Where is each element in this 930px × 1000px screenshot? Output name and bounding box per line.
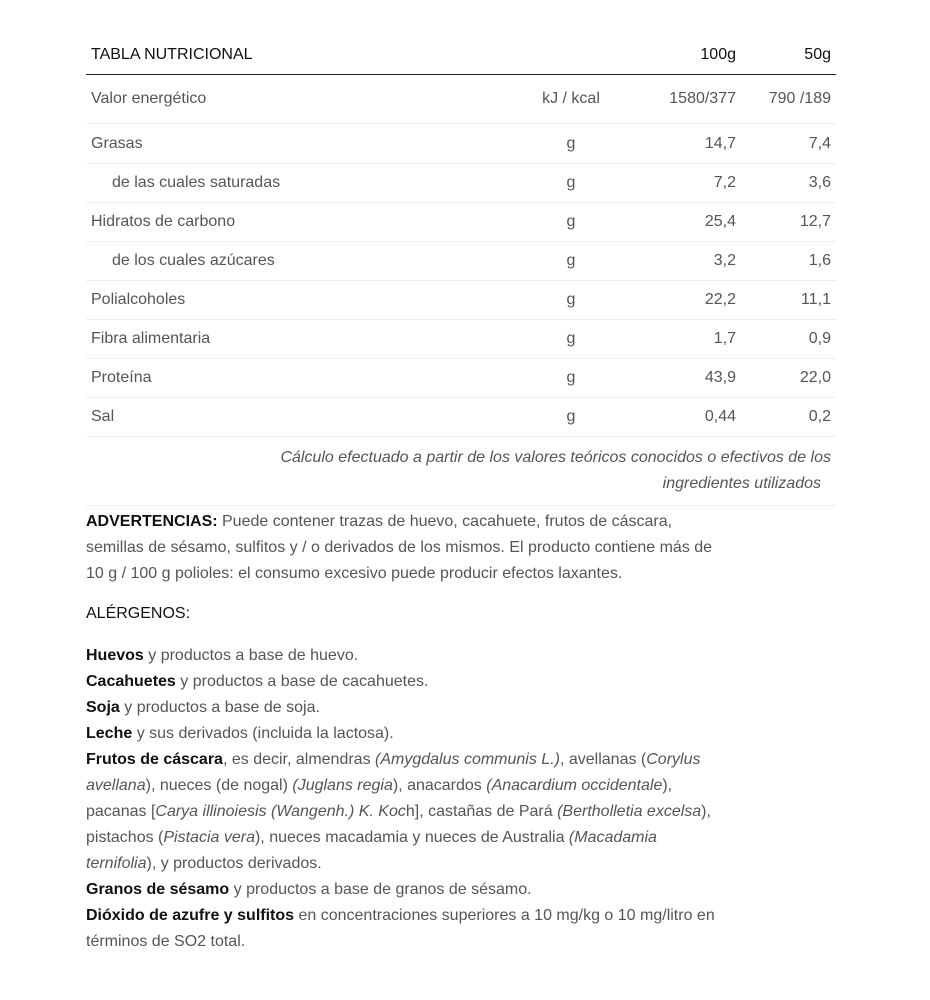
warnings-text-1: Puede contener trazas de huevo, cacahuete, frutos de cáscara, [217, 513, 673, 530]
note-line-1: Cálculo efectuado a partir de los valores teóricos conocidos o efectivos de los [280, 449, 831, 466]
table-row [86, 242, 836, 281]
nutrient-unit: g [566, 252, 576, 269]
allergen-name: Soja [86, 699, 120, 716]
allergen-name: Granos de sésamo [86, 881, 230, 898]
value-100g: 0,44 [704, 408, 736, 425]
warnings-section [86, 509, 836, 587]
allergen-item-cont [86, 773, 836, 799]
nutrient-unit: g [566, 291, 576, 308]
allergen-text: , es decir, almendras [222, 751, 376, 768]
allergen-text: ), anacardos [392, 777, 487, 794]
allergens-heading: ALÉRGENOS: [86, 605, 191, 622]
allergen-text: ), nueces (de nogal) [145, 777, 293, 794]
allergen-item [86, 721, 836, 747]
col-50g-header: 50g [804, 46, 831, 63]
allergen-text: ), y productos derivados. [146, 855, 322, 872]
table-row [86, 281, 836, 320]
allergen-item [86, 903, 836, 929]
nutrient-name: Hidratos de carbono [91, 213, 236, 230]
allergen-latin: avellana [86, 777, 146, 794]
allergen-latin: (Macadamia [568, 829, 657, 846]
table-header [86, 36, 836, 75]
table-row [86, 124, 836, 164]
allergen-text: pistachos ( [86, 829, 164, 846]
value-50g: 22,0 [799, 369, 831, 386]
allergens-list [86, 643, 836, 955]
allergen-name: Cacahuetes [86, 673, 176, 690]
value-100g: 22,2 [704, 291, 736, 308]
col-100g-header: 100g [700, 46, 736, 63]
warnings-text-3: 10 g / 100 g polioles: el consumo excesivo puede producir efectos laxantes. [86, 565, 623, 582]
value-100g: 3,2 [713, 252, 736, 269]
value-50g: 11,1 [801, 291, 831, 308]
allergen-text: ), [701, 803, 711, 820]
allergen-text: y productos a base de granos de sésamo. [229, 881, 532, 898]
warnings-label: ADVERTENCIAS: [86, 513, 218, 530]
allergen-text: h [405, 803, 415, 820]
nutrient-unit: g [566, 408, 576, 425]
allergen-item [86, 643, 836, 669]
value-100g: 43,9 [704, 369, 736, 386]
allergen-latin: Carya illinoiesis (Wangenh.) K. Koc [155, 803, 406, 820]
allergen-text: ], castañas de Pará [414, 803, 558, 820]
nutrient-name: Proteína [91, 369, 152, 386]
value-100g: 14,7 [704, 134, 736, 152]
allergen-item [86, 747, 836, 773]
nutrient-name: Grasas [91, 134, 143, 152]
nutrition-table [86, 36, 836, 506]
nutrient-name: Fibra alimentaria [91, 330, 211, 347]
table-row [86, 164, 836, 203]
allergen-text: ), [662, 777, 673, 794]
nutrient-unit: g [566, 134, 576, 152]
allergen-text: y productos a base de cacahuetes. [175, 673, 429, 690]
allergen-item [86, 877, 836, 903]
allergen-latin: (Amygdalus communis L.) [375, 751, 560, 768]
allergen-text: y productos a base de soja. [119, 699, 320, 716]
value-50g: 7,4 [808, 134, 831, 152]
allergen-name: Leche [86, 725, 133, 742]
nutrient-name: Valor energético [91, 90, 207, 107]
allergen-latin: Corylus [646, 751, 701, 768]
note-line-2: ingredientes utilizados [662, 475, 821, 492]
table-row [86, 320, 836, 359]
allergen-text: pacanas [ [86, 803, 156, 820]
nutrient-unit: g [566, 330, 576, 347]
nutrient-name: de los cuales azúcares [112, 252, 275, 269]
allergen-item-cont [86, 851, 836, 877]
nutrient-unit: kJ / kcal [542, 90, 600, 107]
value-50g: 0,2 [808, 408, 831, 425]
allergen-item [86, 695, 836, 721]
allergen-name: Huevos [86, 647, 144, 664]
value-50g: 1,6 [808, 252, 831, 269]
nutrient-name: Polialcoholes [91, 291, 186, 308]
value-100g: 7,2 [713, 174, 736, 191]
allergen-text: , avellanas ( [559, 751, 647, 768]
allergen-latin: (Juglans regia [292, 777, 393, 794]
nutrient-unit: g [566, 213, 576, 230]
table-title: TABLA NUTRICIONAL [91, 46, 253, 63]
nutrient-unit: g [566, 174, 576, 191]
allergen-name: Frutos de cáscara [86, 751, 223, 768]
value-50g: 0,9 [808, 330, 831, 347]
calculation-note [86, 437, 836, 506]
nutrient-unit: g [566, 369, 576, 386]
allergen-latin: Pistacia vera [163, 829, 255, 846]
table-row [86, 398, 836, 437]
value-100g: 1,7 [713, 330, 736, 347]
value-50g: 12,7 [799, 213, 831, 230]
nutrient-name: de las cuales saturadas [112, 174, 281, 191]
table-row [86, 203, 836, 242]
allergen-latin: ternifolia [86, 855, 147, 872]
allergen-latin: (Anacardium occidentale [486, 777, 663, 794]
allergen-item-cont: términos de SO2 total. [86, 933, 246, 950]
allergen-text: en concentraciones superiores a 10 mg/kg o 10 mg/litro en [294, 907, 715, 924]
allergen-latin: (Bertholletia excelsa [557, 803, 702, 820]
allergen-name: Dióxido de azufre y sulfitos [86, 907, 295, 924]
allergen-item-cont [86, 799, 836, 825]
allergen-text: ), nueces macadamia y nueces de Australia [254, 829, 569, 846]
value-50g: 790 /189 [768, 90, 831, 107]
table-row [86, 75, 836, 124]
allergen-text: y sus derivados (incluida la lactosa). [132, 725, 394, 742]
allergen-text: y productos a base de huevo. [143, 647, 359, 664]
value-100g: 25,4 [704, 213, 736, 230]
warnings-text-2: semillas de sésamo, sulfitos y / o derivados de los mismos. El producto contiene más de [86, 539, 713, 556]
value-100g: 1580/377 [669, 90, 736, 107]
allergen-item-cont [86, 825, 836, 851]
value-50g: 3,6 [808, 174, 831, 191]
table-row [86, 359, 836, 398]
allergen-item [86, 669, 836, 695]
nutrient-name: Sal [91, 408, 115, 425]
